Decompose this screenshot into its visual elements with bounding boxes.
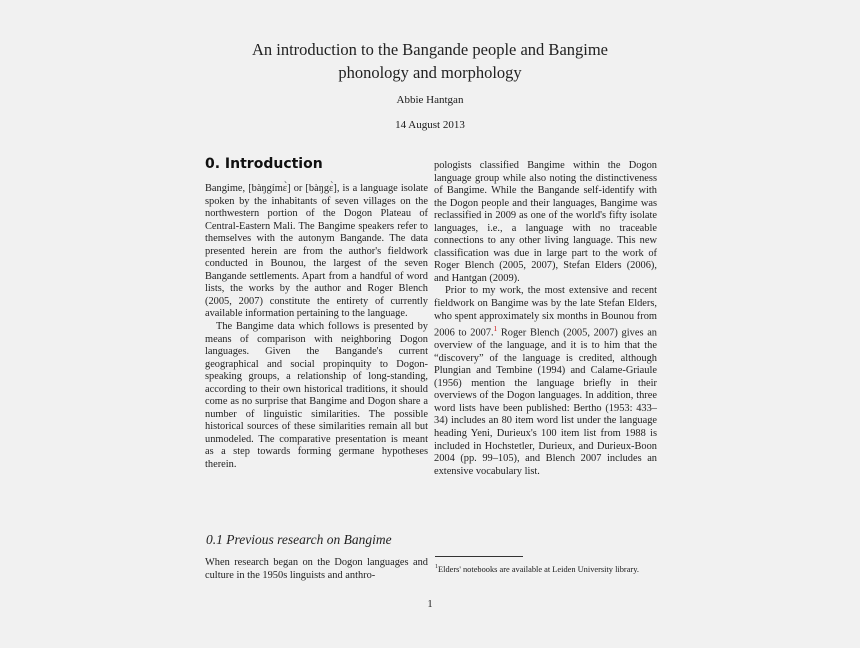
paragraph-5b: Roger Blench (2005, 2007) gives an overview of the language, and it is to him that the “discovery” of the language is credited, although Plungian and Tembine (1994) and Calame-Griaule (1956) mention the language briefly in their overviews of the Dogon languages. In addition, three word lists have been published: Bertho (1953: 433–34) includes an 80 item word list under the language heading Yeni, Durieux's 100 item list from 1988 is included in Hochstetler, Durieux, and Durieux-Boon 2004 (pp. 99–105), and Blench 2007 includes an extensive vocabulary list.	[434, 327, 657, 477]
title-line-2: phonology and morphology	[338, 63, 522, 82]
paragraph-5a: Prior to my work, the most extensive and recent fieldwork on Bangime was by the late Stefan Elders, who spent approximately six months in Bounou from 2006 to 2007.	[434, 285, 657, 339]
paragraph-4: pologists classified Bangime within the Dogon language group while also noting the distinctiveness of Bangime. While the Bangande self-identify with the Dogon people and their languages, Bangime was reclassified in 2009 as one of the world's fifty isolate languages, i.e., a language with no traceable connections to any other living language. This new classification was due in large part to the work of Roger Blench (2005, 2007), Stefan Elders (2006), and Hantgan (2009).	[434, 160, 657, 284]
subsection-heading: 0.1 Previous research on Bangime	[206, 532, 392, 547]
paragraph-5	[434, 285, 657, 478]
footnote-rule	[435, 556, 523, 557]
section-heading: 0. Introduction	[205, 156, 323, 172]
footnote-number: 1	[435, 564, 438, 570]
author: Abbie Hantgan	[396, 94, 464, 106]
date: 14 August 2013	[395, 119, 465, 131]
footnote-mark[interactable]: 1	[493, 325, 498, 334]
title-line-1: An introduction to the Bangande people and Bangime	[251, 40, 609, 59]
footnote	[435, 562, 658, 575]
left-column-bottom	[205, 557, 428, 582]
page-number: 1	[427, 599, 433, 610]
left-column	[205, 183, 428, 472]
footnote-text: Elders' notebooks are available at Leiden University library.	[438, 564, 639, 574]
paragraph-1: Bangime, [bàŋgímɛ̀] or [bàŋgɛ̀], is a language isolate spoken by the inhabitants of seven villages on the northwestern portion of the Dogon Plateau of Central-Eastern Mali. The Bangime speakers refer to themselves with the autonym Bangande. The data presented herein are from the author's fieldwork conducted in Bounou, the largest of the seven Bangande settlements. Apart from a handful of word lists, the works by the author and Roger Blench (2005, 2007) constitute the entirety of currently available information pertaining to the language.	[205, 183, 428, 320]
right-column	[434, 160, 657, 478]
paragraph-3: When research began on the Dogon languages and culture in the 1950s linguists and anthro-	[205, 557, 428, 581]
paragraph-2: The Bangime data which follows is presented by means of comparison with neighboring Dogon languages. Given the Bangande's current geographical and social propinquity to Dogon-speaking groups, a relationship of long-standing, according to their own historical traditions, it should come as no surprise that Bangime and Dogon share a number of linguistic similarities. The possible historical sources of these similarities remain all but unmodeled. The comparative presentation is meant as a step towards forming germane hypotheses therein.	[205, 321, 428, 471]
paper-title	[200, 38, 660, 84]
